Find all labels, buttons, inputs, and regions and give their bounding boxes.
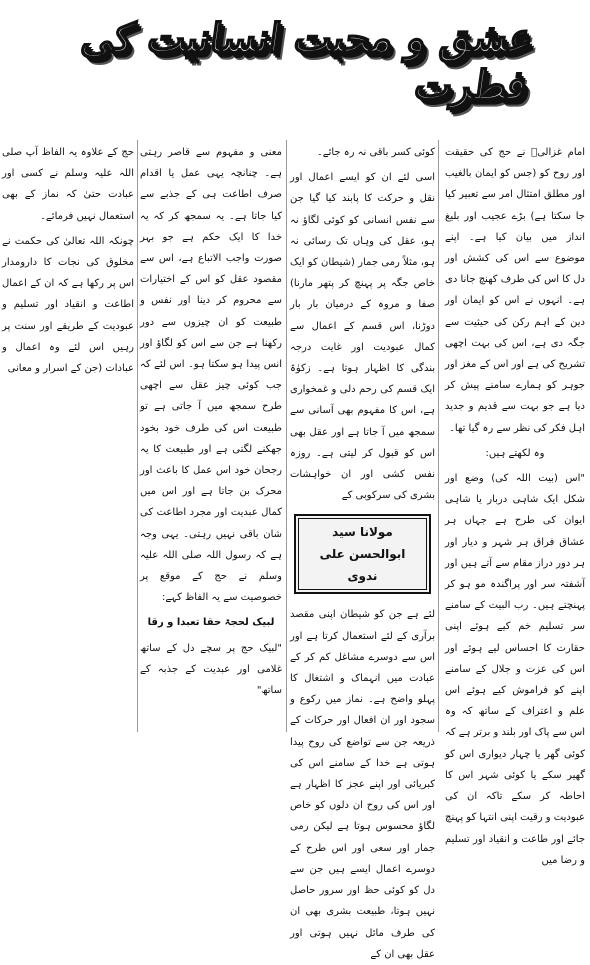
paragraph: حج کے علاوہ یہ الفاظ آپ صلی اللہ علیہ وسلم نے کسی اور عبادت حتیٰ کہ نماز کے بھی استعمال نہیں فرمائے۔ [2,147,134,222]
paragraph: لئے ہے جن کو شیطان اپنی مقصد برآری کے لئے استعمال کرتا ہے اور اس سے دوسرے مشاغل کم کر کے عبادت میں انہماک و اشتغال کا پہلو واضح ہے۔ نماز میں رکوع و سجود اور ان افعال اور حرکات کے ذریعہ جن سے تواضع کی روح پیدا ہوتی ہے خدا کے سامنے اس کی کبریائی اور اپنے عجز کا اظہار ہے اور اس کی روح ان دلوں کو خاص لگاؤ محسوس ہوتا ہے لیکن رمی جمار اور سعی اور اس طرح کے دوسرے اعمال ایسے ہیں جن سے دل کو کوئی حظ اور سرور حاصل نہیں ہوتا، طبیعت بشری بھی ان کی طرف مائل نہیں ہوتی اور عقل بھی ان کے [290,609,435,960]
paragraph: چونکہ اللہ تعالیٰ کی حکمت نے مخلوق کی نجات کا دارومدار اس پر رکھا ہے کہ ان کے اعمال اطاعت و انقیاد اور تسلیم و عبودیت کے طریقے اور سنت پر رہیں اس لئے وہ اعمال و عبادات (جن کے اسرار و معانی [2,235,134,375]
column-3 [140,142,282,730]
column-divider [438,140,439,732]
arabic-quote: لبیک لحجۃ حقا تعبدا و رقا [147,617,275,629]
author-name: مولانا سید ابوالحسن علی ندوی [298,518,427,590]
column-1 [445,142,585,866]
column-divider [137,140,138,732]
paragraph: وہ لکھتے ہیں: [485,447,545,459]
column-4 [2,142,134,730]
column-2 [290,142,435,960]
article-title: عشق و محبت انسانیت کی فطرت [78,15,537,109]
paragraph: امام غزالیؒ نے حج کی حقیقت اور روح کو (جس کو ایمان بالغیب اور مطلق امتثال امر سے تعبیر کیا جا سکتا ہے) بڑے عجیب اور بلیغ انداز میں بیان کیا ہے۔ اپنے موضوع سے اس کی کشش اور دل کا اس کی طرف کھنچ جانا دی ہے۔ انہوں نے اس کو ایمان اور دین کے اہم رکن کی حیثیت سے جگہ دی ہے، اس کی بہت اچھی تشریح کی ہے اور اس کے مغز اور جوہر کو ہمارے سامنے پیش کر دیا ہے جو بہت سے قدیم و جدید اہل فکر کی نظر سے رہ گیا تھا۔ [445,147,585,434]
column-divider [286,140,287,732]
author-byline-box [294,514,431,594]
headline-banner [60,8,537,116]
paragraph: اسی لئے ان کو ایسے اعمال اور نقل و حرکت کا پابند کیا گیا جن سے نفس انسانی کو کوئی لگاؤ نہ ہو، عقل کی وہاں تک رسائی نہ ہو، مثلاً رمی جمار (شیطان کو ایک خاص جگہ پر پہنچ کر پتھر مارنا) صفا و مروہ کے درمیان بار بار دوڑنا، اس قسم کے اعمال سے کمال عبودیت اور غایت درجہ بندگی کا اظہار ہوتا ہے۔ زکوٰۃ ایک قسم کی رحم دلی و غمخواری ہے، اس کا مفہوم بھی آسانی سے سمجھ میں آ جاتا ہے اور عقل بھی اس کو قبول کر لیتی ہے۔ روزہ نفس کشی اور ان خواہشات بشری کی سرکوبی کے [290,172,435,502]
paragraph: "لبیک حج پر سچے دل کے ساتھ غلامی اور عبدیت کے جذبہ کے ساتھ" [140,642,282,697]
paragraph: کوئی کسر باقی نہ رہ جائے۔ [316,147,435,158]
quote-paragraph: "اس (بیت اللہ کی) وضع اور شکل ایک شاہی دربار یا شاہی ایوان کی طرح ہے جہاں ہر عشاق فراق ہر شہر و دیار اور ہر دور دراز مقام سے آتے ہیں اور آشفتہ سر اور پراگندہ مو ہو کر پہنچتے ہیں۔ رب البیت کے سامنے سر تسلیم خم کیے ہوئے اپنی حقارت کا احساس لیے ہوئے اور اس کی عزت و جلال کے سامنے اپنے کو فراموش کیے ہوئے اس علم و اعتراف کے ساتھ کہ وہ اس سے پاک اور بلند و برتر ہے کہ کوئی گھر یا چہار دیواری اس کو گھیر سکے یا کوئی شہر اس کا احاطہ کر سکے تاکہ ان کی عبودیت و رقیت اپنی انتہا کو پہنچ جائے اور طاعت و انقیاد اور تسلیم و رضا میں [445,473,585,866]
paragraph: معنی و مفہوم سے قاصر رہتی ہے۔ چنانچہ یہی عمل یا اقدام صرف اطاعت ہی کے جذبے سے کیا جاتا ہے۔ یہ سمجھ کر کہ یہ خدا کا ایک حکم ہے جو بہر صورت واجب الاتباع ہے، اس سے مقصود عقل کو اس کے اختیارات سے محروم کر دینا اور نفس و طبیعت کو ان چیزوں سے دور رکھنا ہے جن سے اس کو لگاؤ اور انس پیدا ہو سکتا ہو۔ اس لئے کہ جب کوئی چیز عقل سے اچھی طرح سمجھ میں آ جاتی ہے تو طبیعت اس کی طرف خود بخود جھکنے لگتی ہے اور طبیعت کا یہ رجحان خود اس عمل کا باعث اور محرک بن جاتا ہے اور اس میں کمال عبدیت اور مجرد اطاعت کی شان باقی نہیں رہتی۔ یہی وجہ ہے کہ رسول اللہ صلی اللہ علیہ وسلم نے حج کے موقع پر خصوصیت سے یہ الفاظ کہے: [140,147,282,604]
